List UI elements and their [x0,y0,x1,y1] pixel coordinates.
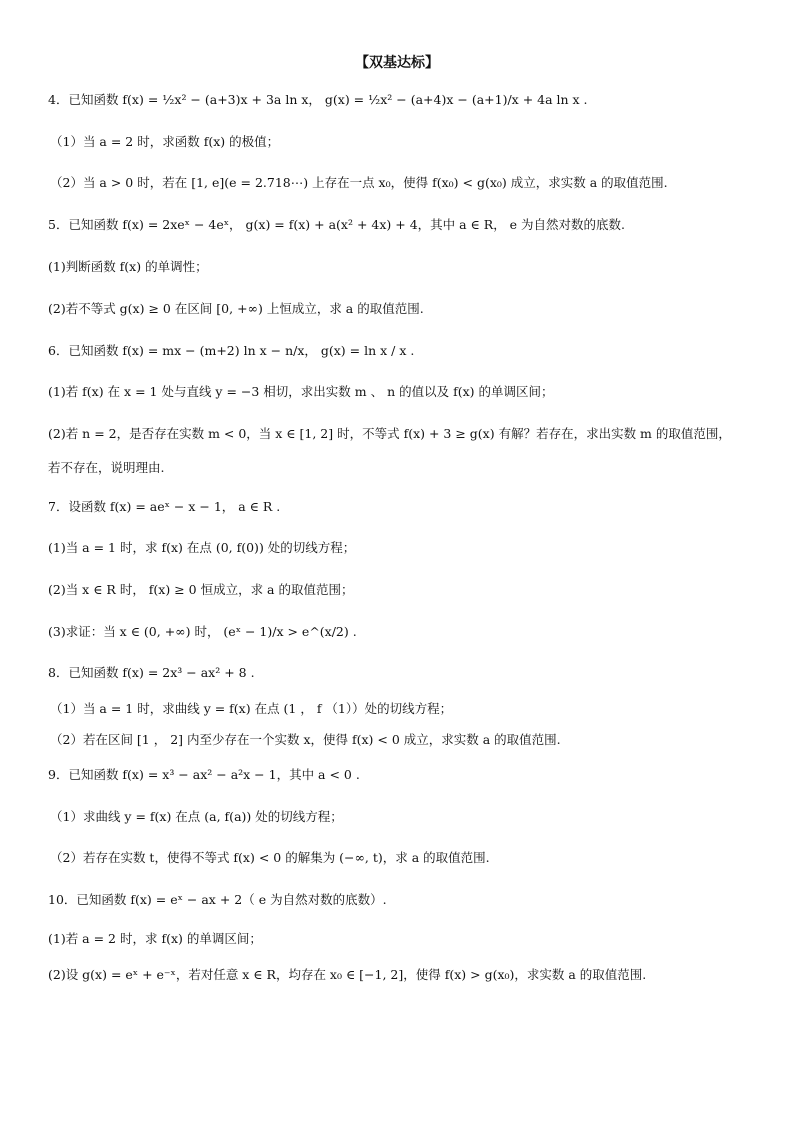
problem-10-stem: 10．已知函数 f(x) = eˣ − ax + 2（ e 为自然对数的底数）. [48,892,387,907]
problem-10-part-2: (2)设 g(x) = eˣ + e⁻ˣ，若对任意 x ∈ R，均存在 x₀ ∈ [−1, 2]，使得 f(x) > g(x₀)，求实数 a 的取值范围. [48,967,647,982]
problem-7-stem: 7．设函数 f(x) = aeˣ − x − 1， a ∈ R . [48,499,281,514]
problem-7-part-1: (1)当 a = 1 时，求 f(x) 在点 (0, f(0)) 处的切线方程； [48,540,356,555]
problem-7-part-3: (3)求证：当 x ∈ (0, +∞) 时， (eˣ − 1)/x > e^(x/2) . [48,624,357,639]
problem-4-stem: 4．已知函数 f(x) = ½x² − (a+3)x + 3a ln x， g(x) = ½x² − (a+4)x − (a+1)/x + 4a ln x . [48,92,588,107]
problem-4-part-1: （1）当 a = 2 时，求函数 f(x) 的极值； [50,134,280,149]
section-title: 【双基达标】 [355,55,439,71]
problem-5-stem: 5．已知函数 f(x) = 2xeˣ − 4eˣ， g(x) = f(x) + a(x² + 4x) + 4，其中 a ∈ R， e 为自然对数的底数. [48,217,626,232]
problem-8-part-1: （1）当 a = 1 时，求曲线 y = f(x) 在点 (1 ， f （1））处的切线方程； [50,701,453,716]
problem-10-part-1: (1)若 a = 2 时，求 f(x) 的单调区间； [48,931,262,946]
problem-9-part-2: （2）若存在实数 t，使得不等式 f(x) < 0 的解集为 (−∞, t)，求 a 的取值范围. [50,850,490,865]
problem-5-part-2: (2)若不等式 g(x) ≥ 0 在区间 [0, +∞) 上恒成立，求 a 的取值范围. [48,301,424,316]
problem-6-part-2: (2)若 n = 2，是否存在实数 m < 0，当 x ∈ [1, 2] 时，不等式 f(x) + 3 ≥ g(x) 有解？若存在，求出实数 m 的取值范围， [48,426,731,441]
problem-8-stem: 8．已知函数 f(x) = 2x³ − ax² + 8 . [48,665,255,680]
problem-6-part-2-cont: 若不存在，说明理由. [48,460,165,475]
problem-4-part-2: （2）当 a > 0 时，若在 [1, e](e = 2.718⋯) 上存在一点 x₀，使得 f(x₀) < g(x₀) 成立，求实数 a 的取值范围. [50,175,668,190]
problem-7-part-2: (2)当 x ∈ R 时， f(x) ≥ 0 恒成立，求 a 的取值范围； [48,582,354,597]
problem-9-stem: 9．已知函数 f(x) = x³ − ax² − a²x − 1，其中 a < 0 . [48,767,360,782]
problem-5-part-1: (1)判断函数 f(x) 的单调性； [48,259,208,274]
problem-8-part-2: （2）若在区间 [1 ， 2] 内至少存在一个实数 x，使得 f(x) < 0 成立，求实数 a 的取值范围. [50,732,561,747]
problem-9-part-1: （1）求曲线 y = f(x) 在点 (a, f(a)) 处的切线方程； [50,809,343,824]
problem-6-part-1: (1)若 f(x) 在 x = 1 处与直线 y = −3 相切，求出实数 m 、 n 的值以及 f(x) 的单调区间； [48,384,554,399]
problem-6-stem: 6．已知函数 f(x) = mx − (m+2) ln x − n/x， g(x) = ln x / x . [48,343,415,358]
